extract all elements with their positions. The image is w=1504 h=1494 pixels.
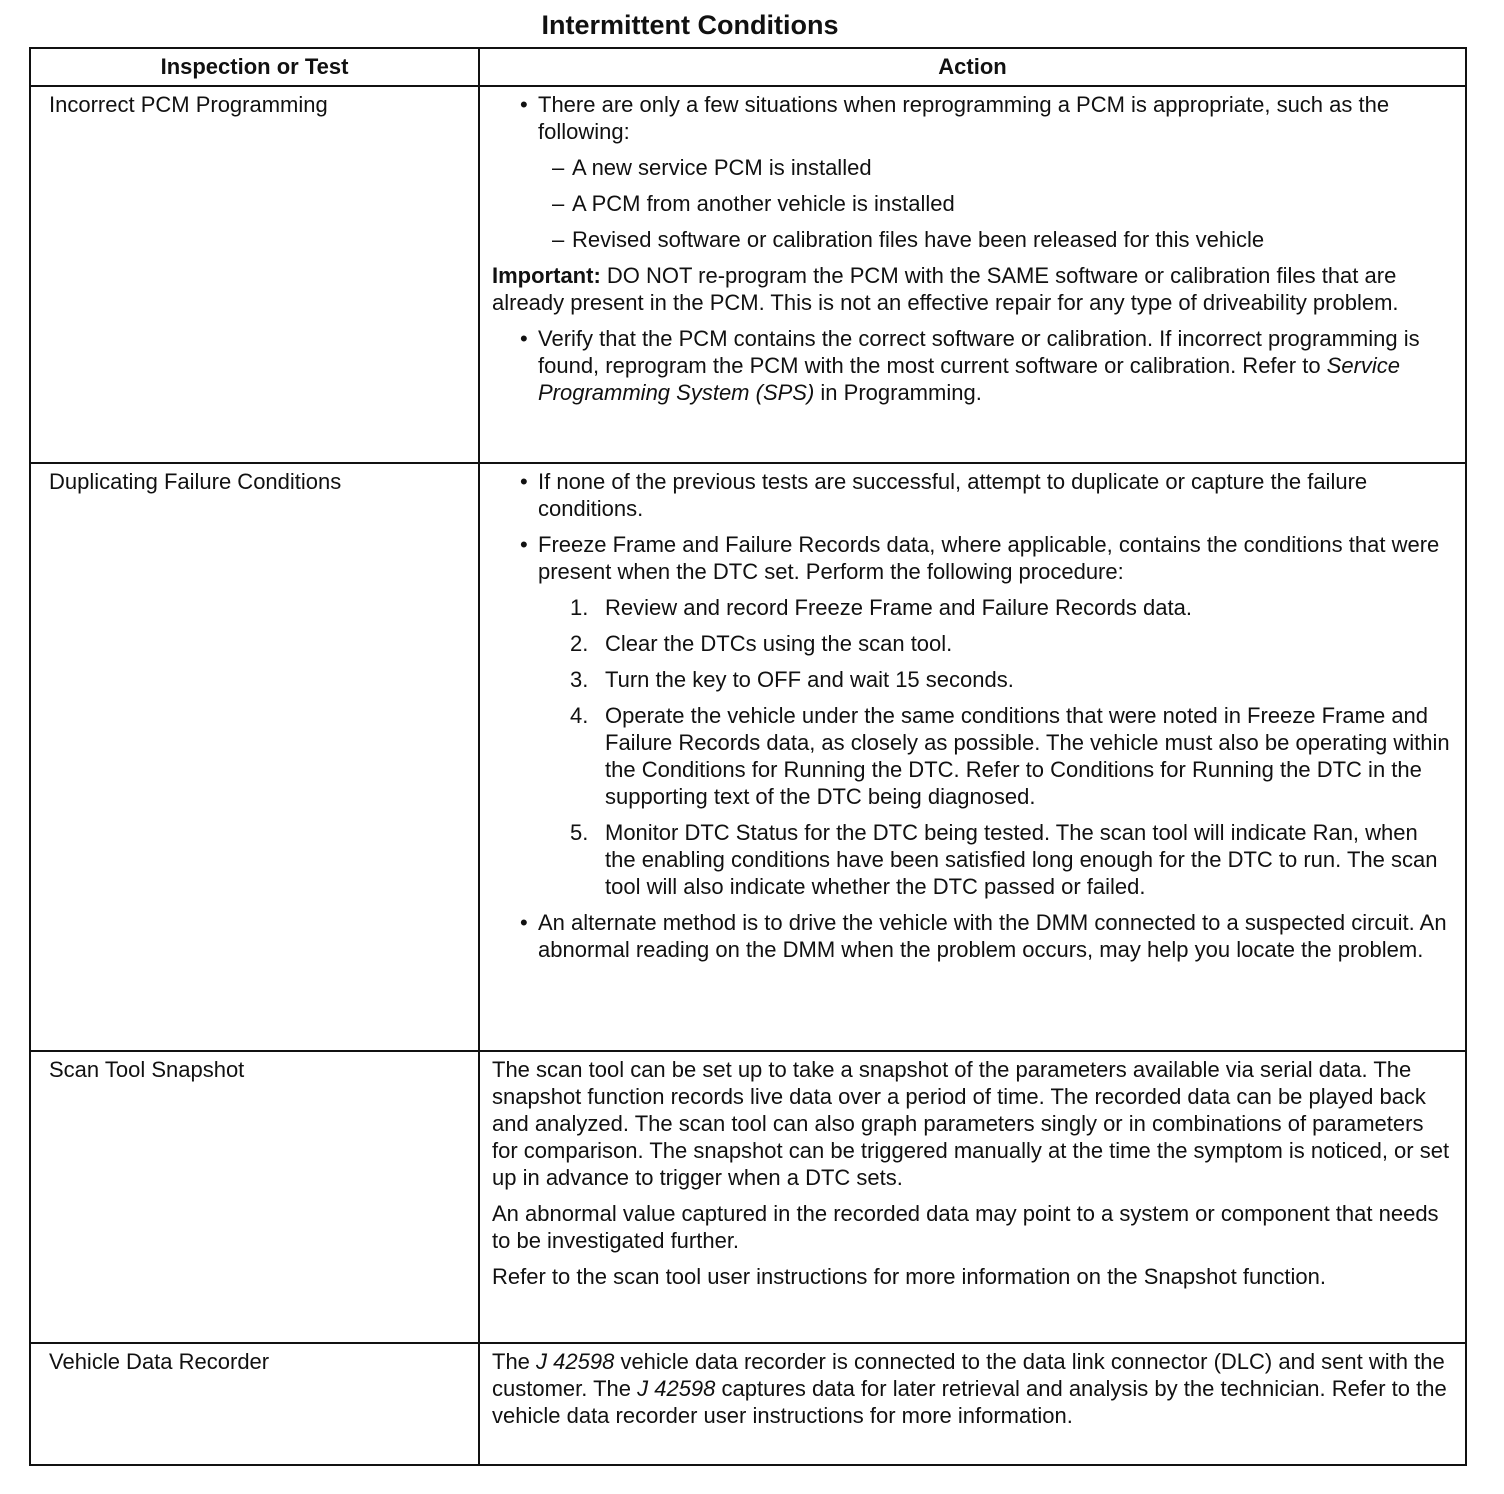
table-row — [30, 86, 1466, 463]
list-marker: – — [552, 191, 565, 216]
inspection-test-cell: Vehicle Data Recorder — [30, 1343, 479, 1465]
text-segment: Verify that the PCM contains the correct software or calibration. If incorrect programming is found, reprogram the PCM with the most current software or calibration. Refer to — [538, 326, 1420, 378]
para-item — [492, 262, 1451, 316]
para-item — [492, 1348, 1451, 1429]
text-segment: Revised software or calibration files have been released for this vehicle — [572, 227, 1265, 252]
table-row — [30, 463, 1466, 1051]
action-cell — [479, 1343, 1466, 1465]
table-row — [30, 1343, 1466, 1465]
dash-item — [492, 154, 1451, 181]
reference-text: J 42598 — [536, 1349, 615, 1374]
header-inspection-or-test: Inspection or Test — [30, 48, 479, 86]
num-item — [492, 666, 1451, 693]
bullet-item — [492, 531, 1451, 585]
list-marker: 4. — [570, 703, 589, 728]
action-cell — [479, 463, 1466, 1051]
text-segment: An abnormal value captured in the recorded data may point to a system or component that needs to be investigated further. — [492, 1201, 1439, 1253]
inspection-test-cell: Duplicating Failure Conditions — [30, 463, 479, 1051]
para-item — [492, 1056, 1451, 1191]
num-item — [492, 819, 1451, 900]
text-segment: The scan tool can be set up to take a snapshot of the parameters available via serial data. The snapshot function records live data over a period of time. The recorded data can be played back and analyzed. The scan tool can also graph parameters singly or in combinations of parameters for comparison. The snapshot can be triggered manually at the time the symptom is noticed, or set up in advance to trigger when a DTC sets. — [492, 1057, 1450, 1190]
text-segment: in Programming. — [814, 380, 982, 405]
num-item — [492, 702, 1451, 810]
dash-item — [492, 226, 1451, 253]
table-header-row — [30, 48, 1466, 86]
text-segment: There are only a few situations when reprogramming a PCM is appropriate, such as the following: — [538, 92, 1390, 144]
list-marker: 2. — [570, 631, 589, 656]
text-segment: Operate the vehicle under the same conditions that were noted in Freeze Frame and Failure Records data, as closely as possible. The vehicle must also be operating within the Conditions for Running the DTC. Refer to Conditions for Running the DTC in the supporting text of the DTC being diagnosed. — [605, 703, 1450, 809]
text-segment: Monitor DTC Status for the DTC being tested. The scan tool will indicate Ran, when the enabling conditions have been satisfied long enough for the DTC to run. The scan tool will also indicate whether the DTC passed or failed. — [605, 820, 1438, 899]
list-marker: 1. — [570, 595, 589, 620]
num-item — [492, 594, 1451, 621]
inspection-test-cell: Incorrect PCM Programming — [30, 86, 479, 463]
text-segment: Freeze Frame and Failure Records data, where applicable, contains the conditions that were present when the DTC set. Perform the following procedure: — [538, 532, 1440, 584]
text-segment: Turn the key to OFF and wait 15 seconds. — [605, 667, 1014, 692]
text-segment: If none of the previous tests are successful, attempt to duplicate or capture the failure conditions. — [538, 469, 1368, 521]
reference-text: Service Programming System (SPS) — [538, 353, 1401, 405]
bullet-item — [492, 91, 1451, 145]
action-cell — [479, 86, 1466, 463]
text-segment: Review and record Freeze Frame and Failure Records data. — [605, 595, 1192, 620]
para-item — [492, 1200, 1451, 1254]
important-label: Important: — [492, 263, 601, 288]
action-cell — [479, 1051, 1466, 1343]
intermittent-conditions-table — [29, 47, 1467, 1466]
text-segment: The — [492, 1349, 537, 1374]
text-segment: vehicle data recorder is connected to the data link connector (DLC) and sent with the customer. The — [492, 1349, 1445, 1401]
list-marker: 5. — [570, 820, 589, 845]
list-marker: 3. — [570, 667, 589, 692]
list-marker: – — [552, 227, 565, 252]
reference-text: J 42598 — [637, 1376, 716, 1401]
inspection-test-cell: Scan Tool Snapshot — [30, 1051, 479, 1343]
num-item — [492, 630, 1451, 657]
list-marker: – — [552, 155, 565, 180]
text-segment: A PCM from another vehicle is installed — [572, 191, 955, 216]
header-action: Action — [479, 48, 1466, 86]
bullet-item — [492, 325, 1451, 406]
text-segment: A new service PCM is installed — [572, 155, 872, 180]
text-segment: Clear the DTCs using the scan tool. — [605, 631, 953, 656]
table-row — [30, 1051, 1466, 1343]
text-segment: DO NOT re-program the PCM with the SAME software or calibration files that are already present in the PCM. This is not an effective repair for any type of driveability problem. — [492, 263, 1399, 315]
bullet-item — [492, 468, 1451, 522]
text-segment: An alternate method is to drive the vehicle with the DMM connected to a suspected circuit. An abnormal reading on the DMM when the problem occurs, may help you locate the problem. — [538, 910, 1447, 962]
text-segment: Refer to the scan tool user instructions for more information on the Snapshot function. — [492, 1264, 1327, 1289]
bullet-item — [492, 909, 1451, 963]
text-segment: captures data for later retrieval and analysis by the technician. Refer to the vehicle data recorder user instructions for more information. — [492, 1376, 1447, 1428]
para-item — [492, 1263, 1451, 1290]
page-title: Intermittent Conditions — [541, 10, 839, 40]
dash-item — [492, 190, 1451, 217]
